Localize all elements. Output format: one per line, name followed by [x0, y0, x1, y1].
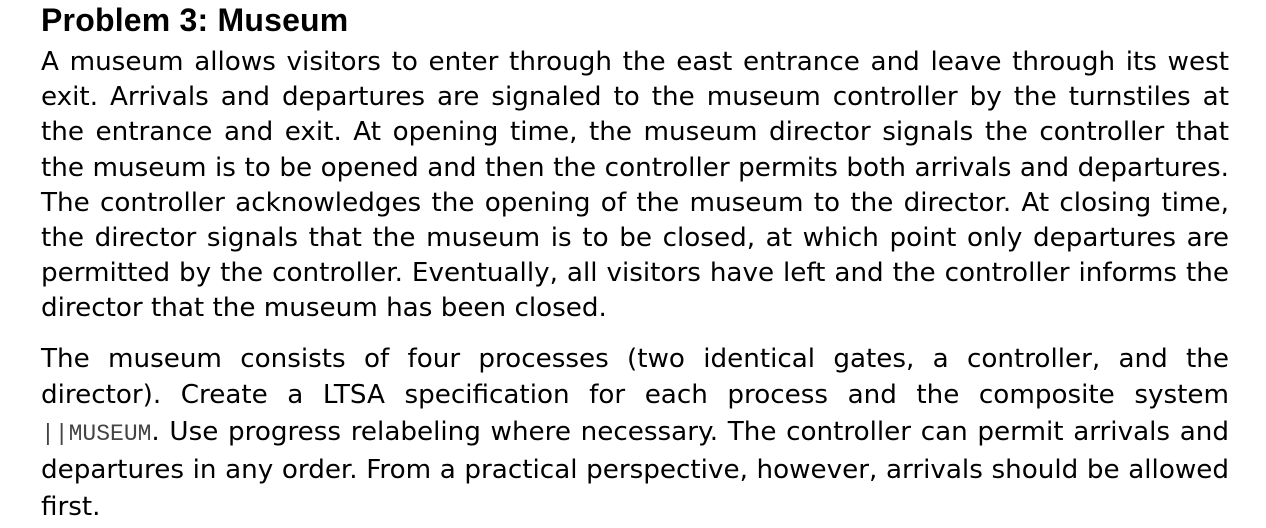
composite-system-code: ||MUSEUM — [41, 420, 152, 447]
task-text-start: The museum consists of four processes (two identical gates, a controller, and the director). Create a LTSA specification for each process and the composite system — [41, 343, 1229, 411]
problem-title: Problem 3: Museum — [41, 2, 349, 38]
task-paragraph — [41, 341, 1229, 526]
problem-description-paragraph: A museum allows visitors to enter through the east entrance and leave through its west exit. Arrivals and departures are signaled to the museum controller by the turnstiles at the entrance and exit. At opening time, the museum director signals the controller that the museum is to be opened and then the controller permits both arrivals and departures. The controller acknowledges the opening of the museum to the director. At closing time, the director signals that the museum is to be closed, at which point only departures are permitted by the controller. Eventually, all visitors have left and the controller informs the director that the museum has been closed. — [41, 47, 1229, 324]
document — [41, 0, 1229, 526]
task-text-end: . Use progress relabeling where necessary. The controller can permit arrivals and departures in any order. From a practical perspective, however, arrivals should be allowed first. — [41, 416, 1229, 522]
